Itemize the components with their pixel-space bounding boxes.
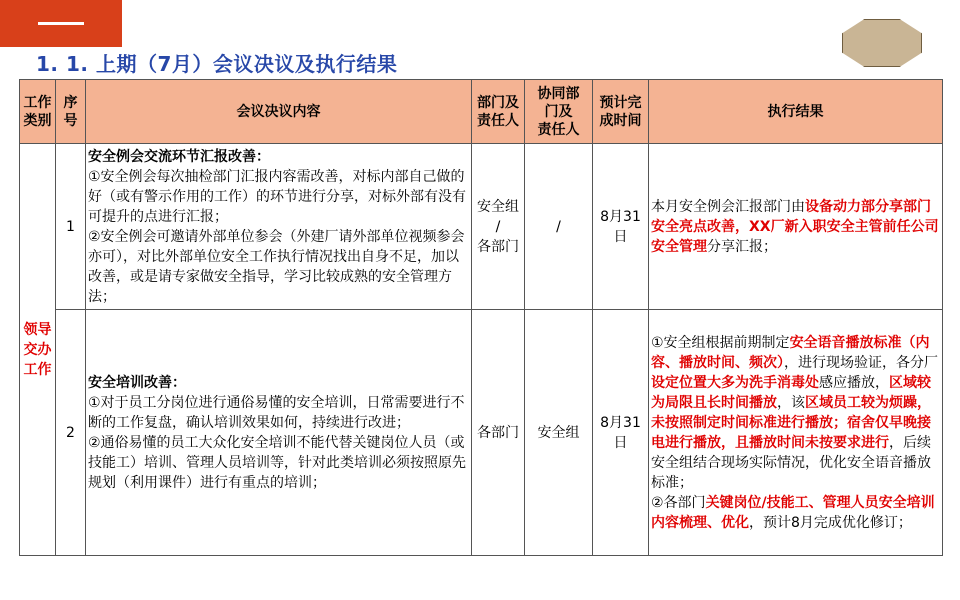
resolution-content-cell xyxy=(86,144,472,310)
brand-header-block xyxy=(0,0,122,47)
col-header-due: 预计完 成时间 xyxy=(593,80,649,144)
co-owner-cell: / xyxy=(525,144,593,310)
due-date-cell: 8月31 日 xyxy=(593,310,649,556)
brand-dash-mark xyxy=(38,22,84,25)
resolution-item: ①安全例会每次抽检部门汇报内容需改善，对标内部自己做的好（或有警示作用的工作）的环节进行分享，对标外部有没有可提升的点进行汇报； xyxy=(88,168,466,225)
result-paragraph: ②各部门关键岗位/技能工、管理人员安全培训内容梳理、优化，预计8月完成优化修订； xyxy=(651,494,935,531)
meeting-resolution-table xyxy=(19,79,943,556)
resolution-title: 安全例会交流环节汇报改善： xyxy=(88,148,270,165)
decorative-octagon xyxy=(842,19,922,67)
col-header-co-owner: 协同部 门及 责任人 xyxy=(525,80,593,144)
seq-cell: 2 xyxy=(56,310,86,556)
table-header-row xyxy=(20,80,943,144)
result-cell xyxy=(649,310,943,556)
col-header-seq: 序 号 xyxy=(56,80,86,144)
result-paragraph: ①安全组根据前期制定安全语音播放标准（内容、播放时间、频次），进行现场验证，各分厂设定位置大多为洗手消毒处感应播放，区域较为局限且长时间播放，该区域员工较为烦躁，未按照制定时间标准进行播放；宿舍仅早晚接电进行播放，且播放时间未按要求进行，后续安全组结合现场实际情况，优化安全语音播放标准； xyxy=(651,334,938,491)
col-header-owner: 部门及 责任人 xyxy=(472,80,525,144)
col-header-result: 执行结果 xyxy=(649,80,943,144)
resolution-item: ②安全例会可邀请外部单位参会（外建厂请外部单位视频参会亦可），对比外部单位安全工作执行情况找出自身不足，加以改善，或是请专家做安全指导，学习比较成熟的安全管理方法； xyxy=(88,228,465,305)
table-row xyxy=(20,144,943,310)
resolution-content-cell xyxy=(86,310,472,556)
owner-cell: 安全组 / 各部门 xyxy=(472,144,525,310)
resolution-item: ①对于员工分岗位进行通俗易懂的安全培训，日常需要进行不断的工作复盘，确认培训效果如何，持续进行改进； xyxy=(88,394,465,431)
col-header-category: 工作 类别 xyxy=(20,80,56,144)
due-date-cell: 8月31 日 xyxy=(593,144,649,310)
category-cell: 领导 交办 工作 xyxy=(20,144,56,556)
owner-cell: 各部门 xyxy=(472,310,525,556)
resolution-item: ②通俗易懂的员工大众化安全培训不能代替关键岗位人员（或技能工）培训、管理人员培训等，针对此类培训必须按照原先规划（利用课件）进行有重点的培训； xyxy=(88,434,466,491)
resolution-title: 安全培训改善： xyxy=(88,374,186,391)
col-header-content: 会议决议内容 xyxy=(86,80,472,144)
table-row xyxy=(20,310,943,556)
seq-cell: 1 xyxy=(56,144,86,310)
section-title: 1. 1. 上期（7月）会议决议及执行结果 xyxy=(36,52,398,76)
co-owner-cell: 安全组 xyxy=(525,310,593,556)
result-cell: 本月安全例会汇报部门由设备动力部分享部门安全亮点改善，XX厂新入职安全主管前任公司安全管理分享汇报； xyxy=(649,144,943,310)
